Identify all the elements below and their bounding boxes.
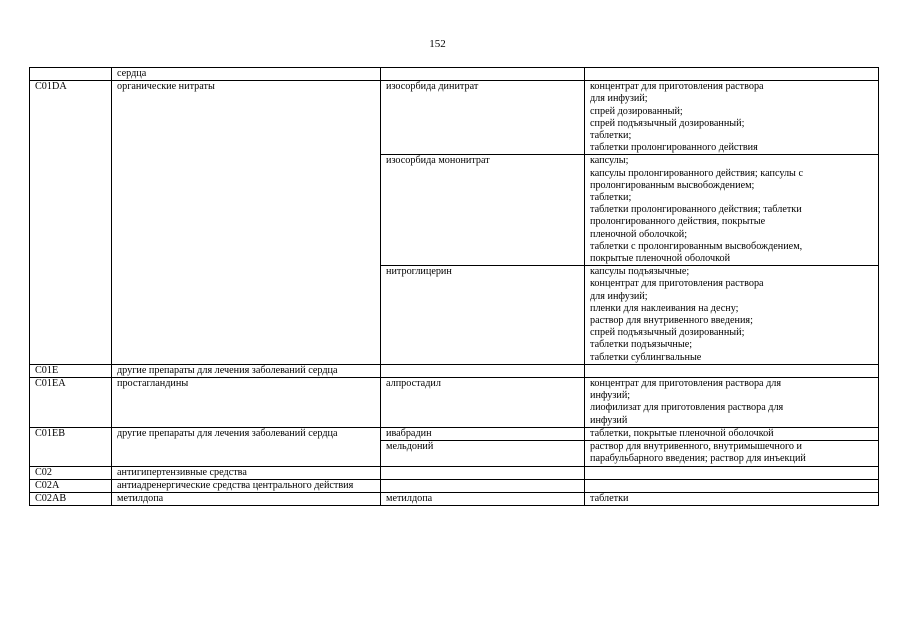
dosage-forms-cell <box>585 492 879 505</box>
drug-name-cell <box>381 466 585 479</box>
dosage-forms-cell <box>585 364 879 377</box>
dosage-forms-cell <box>585 81 879 155</box>
table-row <box>30 364 879 377</box>
table-row <box>30 68 879 81</box>
atc-code-cell <box>30 68 112 81</box>
dosage-form: капсулы пролонгированного действия; капсулы с <box>590 167 803 179</box>
table-row <box>30 479 879 492</box>
dosage-form: покрытые пленочной оболочкой <box>590 253 731 265</box>
dosage-form: парабульбарного введения; раствор для инъекций <box>590 453 806 465</box>
atc-code-cell: C02A <box>30 479 112 492</box>
table-row <box>30 378 879 428</box>
drug-name-cell <box>381 364 585 377</box>
dosage-form: концентрат для приготовления раствора <box>590 81 764 93</box>
group-label: антиадренергические средства центрального действия <box>117 479 354 491</box>
group-cell <box>112 427 381 466</box>
dosage-form: пленки для наклеивания на десну; <box>590 302 739 314</box>
dosage-form: таблетки сублингвальные <box>590 351 702 363</box>
dosage-form: таблетки; <box>590 130 632 142</box>
dosage-form: концентрат для приготовления раствора <box>590 278 764 290</box>
table-row <box>30 81 879 155</box>
dosage-form: пролонгированного действия, покрытые <box>590 216 766 228</box>
dosage-forms-cell <box>585 427 879 440</box>
drug-name-cell <box>381 68 585 81</box>
drug-name-cell: ивабрадин <box>381 427 585 440</box>
dosage-form: таблетки, покрытые пленочной оболочкой <box>590 427 774 439</box>
drug-name-cell <box>381 479 585 492</box>
dosage-form: таблетки; <box>590 192 632 204</box>
dosage-forms-cell <box>585 479 879 492</box>
dosage-form: для инфузий; <box>590 93 648 105</box>
group-cell: антигипертензивные средства <box>112 466 381 479</box>
group-cell <box>112 479 381 492</box>
dosage-forms-cell <box>585 155 879 266</box>
dosage-form: капсулы подъязычные; <box>590 266 690 278</box>
table-row <box>30 466 879 479</box>
drug-name-cell: метилдопа <box>381 492 585 505</box>
drug-name-cell: изосорбида мононитрат <box>381 155 585 266</box>
group-label: другие препараты для лечения заболеваний сердца <box>117 364 338 376</box>
dosage-forms-cell <box>585 378 879 428</box>
dosage-forms-cell <box>585 68 879 81</box>
dosage-form: пленочной оболочкой; <box>590 228 688 240</box>
dosage-forms-cell <box>585 466 879 479</box>
atc-code-cell: C01DA <box>30 81 112 365</box>
dosage-form: таблетки <box>590 492 629 504</box>
group-label: другие препараты для лечения заболеваний сердца <box>117 427 338 439</box>
dosage-form: таблетки с пролонгированным высвобождением, <box>590 240 803 252</box>
drug-name-cell: мельдоний <box>381 441 585 466</box>
dosage-form: инфузий; <box>590 390 631 402</box>
dosage-form: таблетки подъязычные; <box>590 339 693 351</box>
drug-table <box>29 67 879 506</box>
atc-code-cell: C02 <box>30 466 112 479</box>
atc-code-cell: C01EB <box>30 427 112 466</box>
group-cell: сердца <box>112 68 381 81</box>
drug-name-cell: алпростадил <box>381 378 585 428</box>
dosage-form: таблетки пролонгированного действия; таблетки <box>590 204 802 216</box>
dosage-form: лиофилизат для приготовления раствора для <box>590 402 784 414</box>
dosage-form: спрей подъязычный дозированный; <box>590 117 745 129</box>
dosage-form: пролонгированным высвобождением; <box>590 179 755 191</box>
dosage-forms-cell <box>585 441 879 466</box>
dosage-form: раствор для внутривенного, внутримышечного и <box>590 441 802 453</box>
dosage-form: для инфузий; <box>590 290 648 302</box>
dosage-form: спрей подъязычный дозированный; <box>590 327 745 339</box>
dosage-forms-cell <box>585 266 879 365</box>
dosage-form: инфузий <box>590 414 628 426</box>
group-cell: простагландины <box>112 378 381 428</box>
dosage-form: концентрат для приготовления раствора для <box>590 378 782 390</box>
group-cell: метилдопа <box>112 492 381 505</box>
atc-code-cell: C02AB <box>30 492 112 505</box>
table-row <box>30 492 879 505</box>
drug-name-cell: нитроглицерин <box>381 266 585 365</box>
table-row <box>30 427 879 440</box>
group-cell <box>112 364 381 377</box>
dosage-form: раствор для внутривенного введения; <box>590 315 753 327</box>
page-number: 152 <box>429 38 446 50</box>
atc-code-cell: C01EA <box>30 378 112 428</box>
dosage-form: таблетки пролонгированного действия <box>590 142 758 154</box>
atc-code-cell: C01E <box>30 364 112 377</box>
group-cell: органические нитраты <box>112 81 381 365</box>
drug-name-cell: изосорбида динитрат <box>381 81 585 155</box>
dosage-form: капсулы; <box>590 155 629 167</box>
dosage-form: спрей дозированный; <box>590 105 683 117</box>
